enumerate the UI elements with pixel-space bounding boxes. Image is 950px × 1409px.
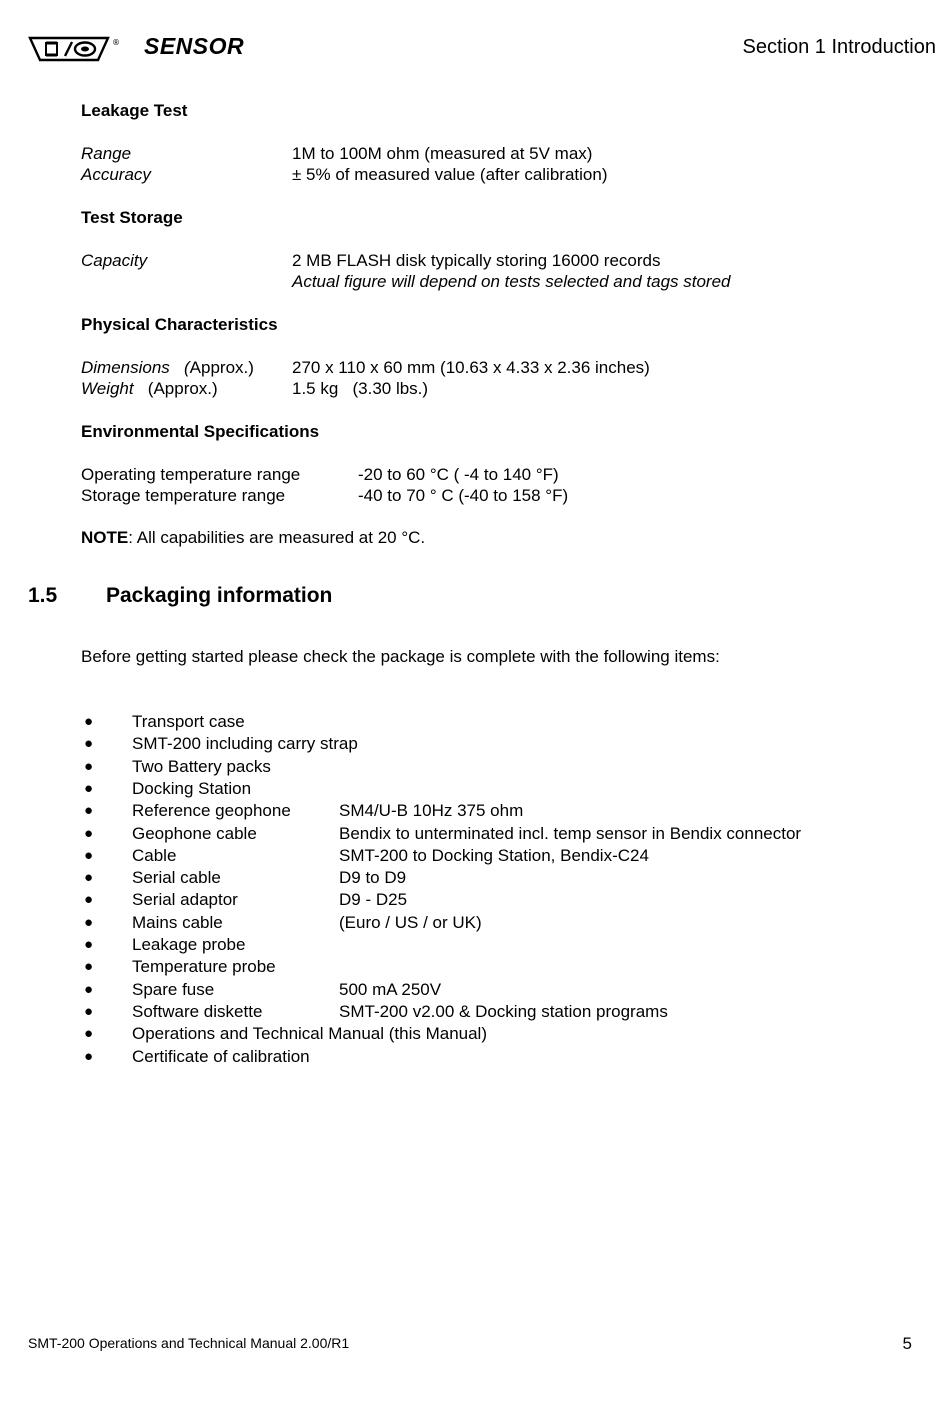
list-item-name: Spare fuse (132, 980, 215, 999)
operating-temp-value: -20 to 60 °C ( -4 to 140 °F) (358, 465, 559, 484)
list-item-name: Software diskette (132, 1002, 263, 1021)
weight-qualifier: (Approx.) (147, 379, 218, 398)
note-text: : All capabilities are measured at 20 °C. (128, 528, 426, 547)
section-number: 1.5 (28, 584, 58, 607)
section-heading: Packaging information (106, 584, 333, 607)
dimensions-value: 270 x 110 x 60 mm (10.63 x 4.33 x 2.36 inches) (292, 358, 650, 377)
dimensions-qualifier-open: ( (183, 358, 190, 377)
weight-value: 1.5 kg (3.30 lbs.) (292, 379, 429, 398)
test-storage-heading: Test Storage (81, 208, 183, 227)
bullet-icon: ● (84, 1048, 94, 1065)
list-item-name: Two Battery packs (132, 757, 271, 776)
bullet-icon: ● (84, 891, 94, 908)
list-item-name: Cable (132, 846, 177, 865)
list-item-name: Temperature probe (132, 957, 276, 976)
list-item-name: Reference geophone (132, 801, 291, 820)
range-label: Range (81, 144, 132, 163)
bullet-icon: ● (84, 802, 94, 819)
bullet-icon: ● (84, 847, 94, 864)
capacity-value: 2 MB FLASH disk typically storing 16000 records (292, 251, 661, 270)
weight-label-row (81, 379, 218, 399)
note-paragraph (81, 528, 425, 548)
list-item-detail: D9 - D25 (339, 890, 408, 909)
note-label: NOTE (81, 528, 129, 547)
accuracy-label: Accuracy (81, 165, 151, 184)
list-item-name: Docking Station (132, 779, 252, 798)
bullet-icon: ● (84, 825, 94, 842)
weight-label: Weight (81, 379, 134, 398)
packaging-intro: Before getting started please check the package is complete with the following items: (81, 647, 720, 666)
leakage-test-heading: Leakage Test (81, 101, 188, 120)
bullet-icon: ● (84, 713, 94, 730)
storage-temp-label: Storage temperature range (81, 486, 286, 505)
list-item-name: Leakage probe (132, 935, 246, 954)
capacity-note: Actual figure will depend on tests selected and tags stored (292, 272, 731, 291)
dimensions-label: Dimensions (81, 358, 170, 377)
list-item-name: Serial cable (132, 868, 221, 887)
list-item-name: Operations and Technical Manual (this Manual) (132, 1024, 487, 1043)
list-item-detail: SM4/U-B 10Hz 375 ohm (339, 801, 524, 820)
range-value: 1M to 100M ohm (measured at 5V max) (292, 144, 593, 163)
accuracy-value: ± 5% of measured value (after calibration) (292, 165, 608, 184)
bullet-icon: ● (84, 914, 94, 931)
footer-manual-title: SMT-200 Operations and Technical Manual 2.00/R1 (28, 1335, 350, 1351)
list-item-name: SMT-200 including carry strap (132, 734, 358, 753)
capacity-label: Capacity (81, 251, 148, 270)
list-item-detail: 500 mA 250V (339, 980, 442, 999)
dimensions-label-row (81, 358, 254, 378)
page-number: 5 (902, 1334, 912, 1353)
bullet-icon: ● (84, 981, 94, 998)
operating-temp-label: Operating temperature range (81, 465, 301, 484)
physical-heading: Physical Characteristics (81, 315, 278, 334)
registered-mark: ® (112, 38, 120, 47)
bullet-icon: ● (84, 1003, 94, 1020)
dimensions-qualifier: Approx.) (189, 358, 254, 377)
brand-name: SENSOR (144, 33, 245, 59)
list-item-name: Mains cable (132, 913, 223, 932)
environmental-heading: Environmental Specifications (81, 422, 320, 441)
storage-temp-value: -40 to 70 ° C (-40 to 158 °F) (358, 486, 569, 505)
list-item-name: Transport case (132, 712, 245, 731)
list-item-name: Geophone cable (132, 824, 257, 843)
bullet-icon: ● (84, 958, 94, 975)
bullet-icon: ● (84, 1025, 94, 1042)
list-item-detail: D9 to D9 (339, 868, 407, 887)
list-item-detail: SMT-200 v2.00 & Docking station programs (339, 1002, 668, 1021)
list-item-name: Certificate of calibration (132, 1047, 310, 1066)
bullet-icon: ● (84, 758, 94, 775)
company-logo (28, 34, 123, 64)
bullet-icon: ● (84, 735, 94, 752)
list-item-detail: Bendix to unterminated incl. temp sensor in Bendix connector (339, 824, 802, 843)
bullet-icon: ● (84, 936, 94, 953)
bullet-icon: ● (84, 869, 94, 886)
list-item-detail: SMT-200 to Docking Station, Bendix-C24 (339, 846, 649, 865)
list-item-name: Serial adaptor (132, 890, 238, 909)
bullet-icon: ● (84, 780, 94, 797)
section-title: Section 1 Introduction (742, 36, 936, 58)
io-logo-icon (28, 34, 123, 64)
list-item-detail: (Euro / US / or UK) (339, 913, 482, 932)
